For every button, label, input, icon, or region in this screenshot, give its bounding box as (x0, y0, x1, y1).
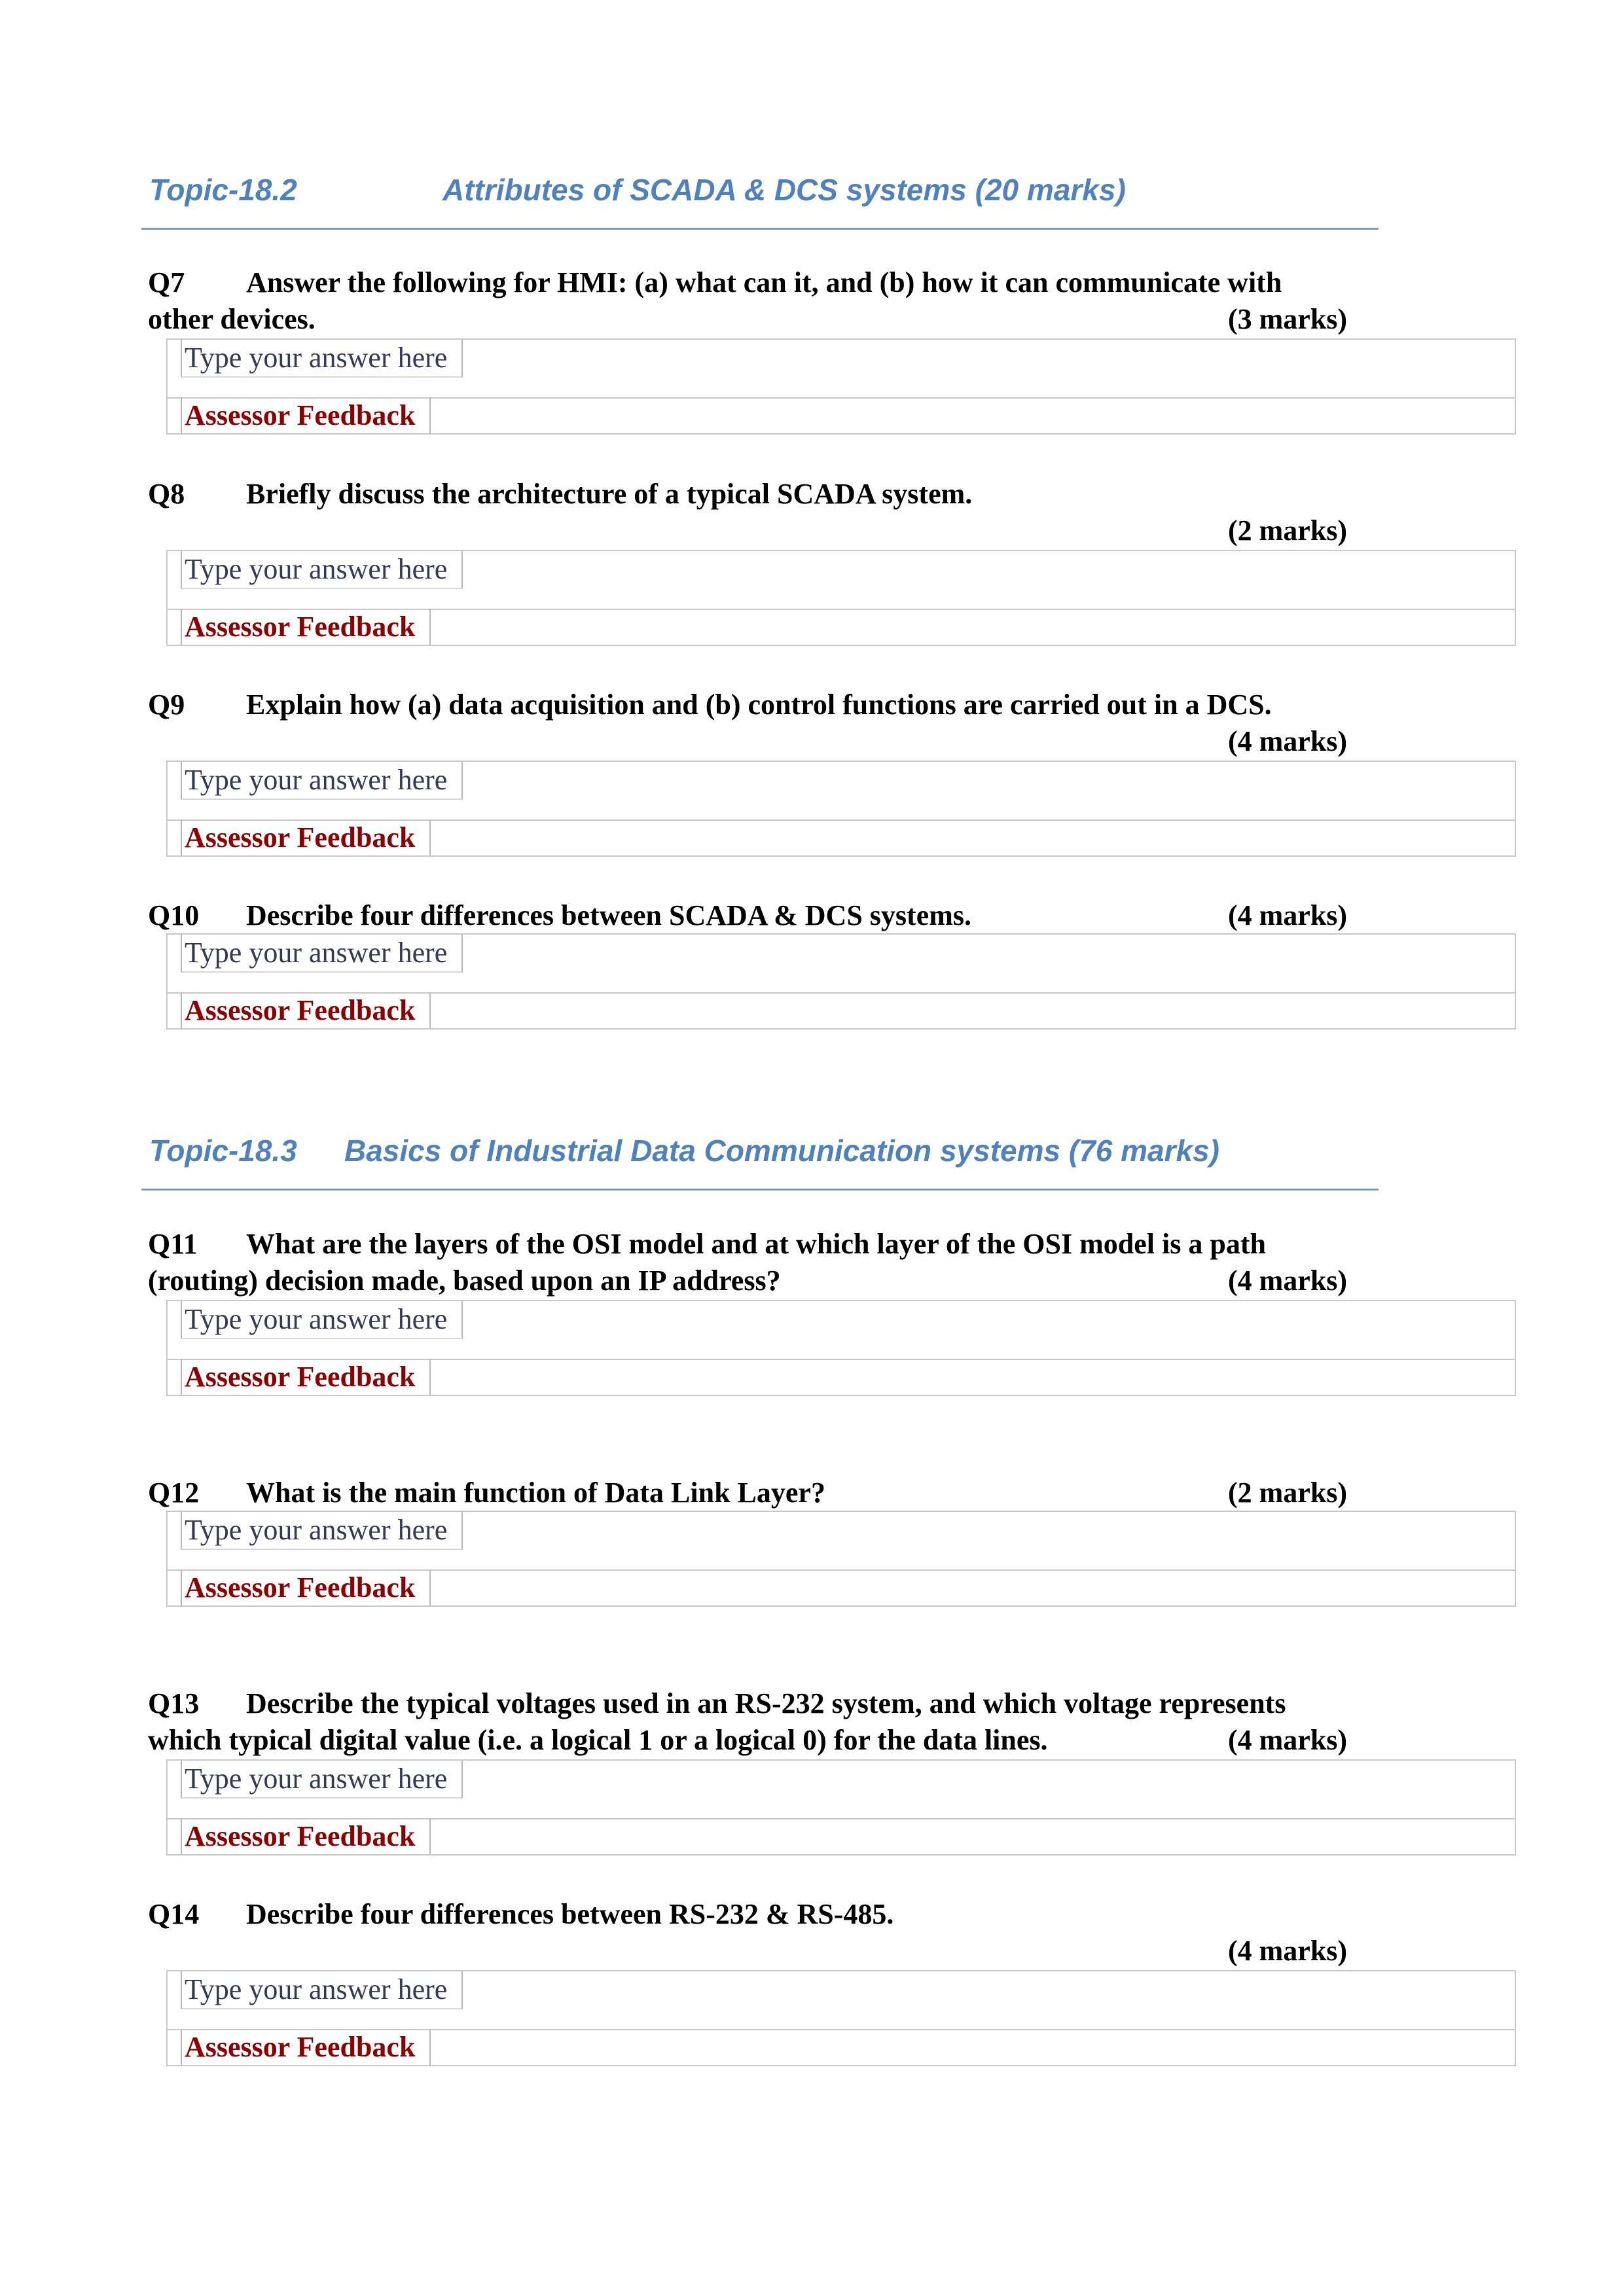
assessor-feedback-label: Assessor Feedback (181, 397, 431, 433)
topic-number: Topic-18.3 (149, 1134, 297, 1168)
question-marks: (4 marks) (1228, 1724, 1348, 1756)
feedback-row (168, 992, 1515, 1028)
question-text: Describe four differences between RS-232 & RS-485. (246, 1898, 894, 1930)
question-number: Q7 (148, 266, 185, 298)
answer-input[interactable]: Type your answer here (181, 551, 463, 589)
question-q7 (148, 264, 1365, 340)
question-marks: (3 marks) (1228, 303, 1348, 335)
assessor-feedback-label: Assessor Feedback (181, 1359, 431, 1395)
assessor-feedback-label: Assessor Feedback (181, 819, 431, 855)
answer-row (168, 1761, 1515, 1820)
question-text: Answer the following for HMI: (a) what can it, and (b) how it can communicate with (246, 266, 1282, 298)
answer-row (168, 340, 1515, 399)
question-number: Q11 (148, 1228, 198, 1260)
feedback-row (168, 819, 1515, 855)
answer-box-q9 (166, 761, 1516, 857)
answer-box-q12 (166, 1511, 1516, 1607)
feedback-row (168, 397, 1515, 433)
assessor-feedback-label: Assessor Feedback (181, 2029, 431, 2065)
answer-box-q10 (166, 933, 1516, 1030)
question-marks: (4 marks) (1228, 725, 1348, 757)
answer-box-q13 (166, 1759, 1516, 1856)
question-text-cont: other devices. (148, 303, 316, 335)
question-q11 (148, 1225, 1365, 1301)
answer-input[interactable]: Type your answer here (181, 762, 463, 800)
question-number: Q10 (148, 899, 200, 931)
question-number: Q8 (148, 478, 185, 510)
question-number: Q13 (148, 1687, 200, 1719)
answer-box-q11 (166, 1300, 1516, 1396)
feedback-row (168, 609, 1515, 645)
question-text: What is the main function of Data Link Layer? (246, 1477, 825, 1509)
question-text: What are the layers of the OSI model and at which layer of the OSI model is a path (246, 1228, 1266, 1260)
answer-row (168, 1301, 1515, 1360)
question-marks: (2 marks) (1228, 514, 1348, 547)
answer-row (168, 762, 1515, 821)
question-q9 (148, 686, 1365, 762)
answer-input[interactable]: Type your answer here (181, 1301, 463, 1339)
answer-box-q14 (166, 1970, 1516, 2066)
assessor-feedback-label: Assessor Feedback (181, 1570, 431, 1605)
question-q13 (148, 1685, 1365, 1761)
assessor-feedback-label: Assessor Feedback (181, 609, 431, 645)
question-q12 (148, 1474, 1365, 1512)
answer-input[interactable]: Type your answer here (181, 1761, 463, 1799)
question-marks: (2 marks) (1228, 1477, 1348, 1509)
answer-box-q7 (166, 338, 1516, 435)
question-text: Briefly discuss the architecture of a typical SCADA system. (246, 478, 973, 510)
question-text-cont: which typical digital value (i.e. a logical 1 or a logical 0) for the data lines. (148, 1724, 1048, 1756)
assessor-feedback-label: Assessor Feedback (181, 992, 431, 1028)
assessor-feedback-label: Assessor Feedback (181, 1818, 431, 1854)
question-text: Explain how (a) data acquisition and (b) control functions are carried out in a DCS. (246, 689, 1272, 721)
feedback-row (168, 2029, 1515, 2065)
answer-input[interactable]: Type your answer here (181, 1512, 463, 1550)
answer-row (168, 935, 1515, 994)
question-text: Describe four differences between SCADA & DCS systems. (246, 899, 971, 931)
answer-input[interactable]: Type your answer here (181, 1971, 463, 2009)
topic-title: Basics of Industrial Data Communication systems (76 marks) (344, 1134, 1219, 1168)
topic-header (141, 171, 1379, 230)
topic-number: Topic-18.2 (149, 173, 297, 207)
question-marks: (4 marks) (1228, 899, 1348, 931)
topic-header (141, 1132, 1379, 1191)
question-marks: (4 marks) (1228, 1935, 1348, 1967)
question-marks: (4 marks) (1228, 1265, 1348, 1297)
question-number: Q12 (148, 1477, 200, 1509)
question-text-cont: (routing) decision made, based upon an IP address? (148, 1265, 781, 1297)
question-q10 (148, 897, 1365, 935)
question-number: Q9 (148, 689, 185, 721)
answer-input[interactable]: Type your answer here (181, 935, 463, 973)
feedback-row (168, 1818, 1515, 1854)
question-q14 (148, 1895, 1365, 1971)
answer-input[interactable]: Type your answer here (181, 340, 463, 378)
answer-row (168, 1512, 1515, 1571)
answer-row (168, 1971, 1515, 2030)
topic-title: Attributes of SCADA & DCS systems (20 marks) (442, 173, 1126, 207)
feedback-row (168, 1359, 1515, 1395)
question-text: Describe the typical voltages used in an RS-232 system, and which voltage represents (246, 1687, 1286, 1719)
question-number: Q14 (148, 1898, 200, 1930)
answer-box-q8 (166, 550, 1516, 646)
feedback-row (168, 1570, 1515, 1605)
answer-row (168, 551, 1515, 610)
question-q8 (148, 475, 1365, 551)
